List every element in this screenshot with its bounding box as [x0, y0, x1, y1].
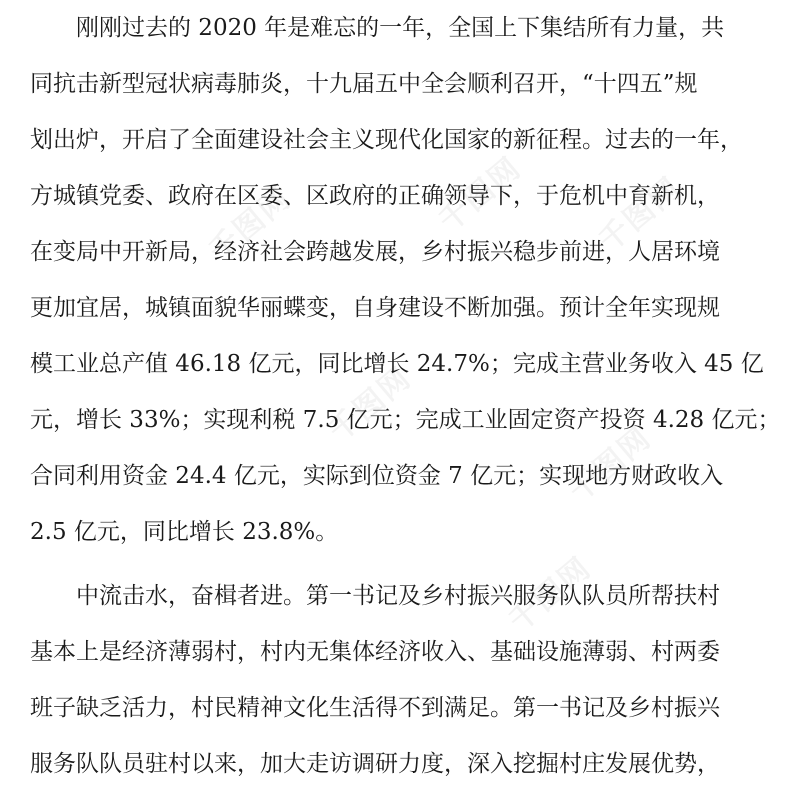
paragraph-2-line-2: 基本上是经济薄弱村，村内无集体经济收入、基础设施薄弱、村两委	[30, 639, 720, 665]
paragraph-1-line-1: 刚刚过去的 2020 年是难忘的一年，全国上下集结所有力量，共	[76, 15, 725, 41]
paragraph-1-line-7: 模工业总产值 46.18 亿元，同比增长 24.7%；完成主营业务收入 45 亿	[30, 351, 764, 377]
watermark-logo: 千图网	[592, 170, 689, 259]
paragraph-2-line-1: 中流击水，奋楫者进。第一书记及乡村振兴服务队队员所帮扶村	[76, 583, 720, 609]
paragraph-1-line-10: 2.5 亿元，同比增长 23.8%。	[30, 519, 339, 545]
paragraph-2-line-4: 服务队队员驻村以来，加大走访调研力度，深入挖掘村庄发展优势，	[30, 751, 720, 777]
paragraph-1-line-5: 在变局中开新局，经济社会跨越发展，乡村振兴稳步前进，人居环境	[30, 239, 720, 265]
watermark-logo: 千图网	[562, 420, 659, 509]
paragraph-1-line-9: 合同利用资金 24.4 亿元，实际到位资金 7 亿元；实现地方财政收入	[30, 463, 724, 489]
watermark-logo: 千图网	[202, 180, 299, 269]
paragraph-1-line-2: 同抗击新型冠状病毒肺炎，十九届五中全会顺利召开，“十四五”规	[30, 71, 698, 97]
paragraph-1-line-4: 方城镇党委、政府在区委、区政府的正确领导下，于危机中育新机，	[30, 183, 720, 209]
paragraph-2-line-3: 班子缺乏活力，村民精神文化生活得不到满足。第一书记及乡村振兴	[30, 695, 720, 721]
paragraph-1-line-3: 划出炉，开启了全面建设社会主义现代化国家的新征程。过去的一年，	[30, 127, 743, 153]
watermark-logo: 千图网	[322, 360, 419, 449]
paragraph-1-line-6: 更加宜居，城镇面貌华丽蝶变，自身建设不断加强。预计全年实现规	[30, 295, 720, 321]
watermark-logo: 千图网	[502, 550, 599, 639]
paragraph-1-line-8: 元，增长 33%；实现利税 7.5 亿元；完成工业固定资产投资 4.28 亿元；	[30, 407, 781, 433]
watermark-logo: 千图网	[432, 150, 529, 239]
